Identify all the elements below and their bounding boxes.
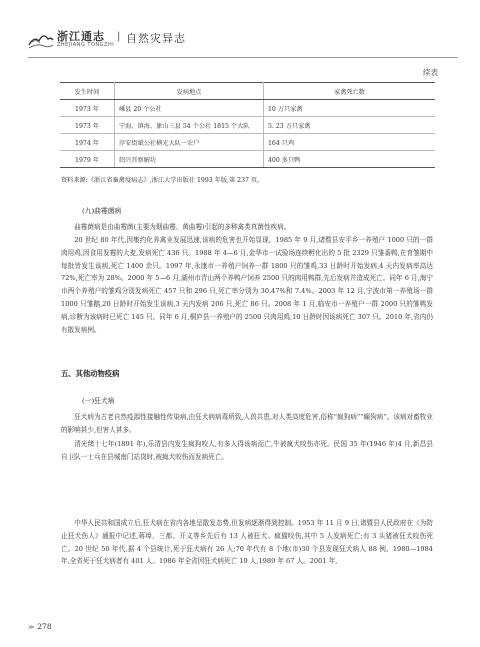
table-cell-deaths: 400 多只鸭 xyxy=(264,151,436,168)
table-cell-location: 绍兴晋察解坊 xyxy=(115,151,264,168)
table-cell-time: 1974 年 xyxy=(60,134,115,151)
source-note: 资料来源:《浙江省畜禽疫病志》,浙江大学出版社 1993 年版,第 237 页。 xyxy=(61,177,264,184)
table-cell-location: 淳安街斌公社横光大队一农户 xyxy=(115,134,264,151)
table-cell-time: 1973 年 xyxy=(60,100,115,117)
table-row xyxy=(60,151,435,168)
table-cell-location: 嵊县 20 个公社 xyxy=(115,100,264,117)
table-cell-deaths: 10 万只家禽 xyxy=(264,100,436,117)
subsection-heading-aspergillosis: (九)曲霉菌病 xyxy=(82,207,122,215)
page-header xyxy=(0,0,480,62)
table-header-row xyxy=(60,83,435,100)
mountain-logo-icon xyxy=(28,28,54,50)
column-header-location: 发病地点 xyxy=(115,83,264,100)
poultry-death-table xyxy=(60,82,435,168)
logo-english-text: ZHEJIANG TONGZHI xyxy=(57,42,115,48)
column-header-deaths: 家禽死亡数 xyxy=(264,83,436,100)
book-title: 自然灾异志 xyxy=(126,32,186,45)
continued-label: 续表 xyxy=(423,68,438,77)
body-paragraph: 曲霉菌病是由曲霉菌(主要为烟曲霉、黄曲霉)引起的多种禽类真菌性疾病。 xyxy=(74,223,291,231)
table-cell-time: 1973 年 xyxy=(60,117,115,134)
table-cell-time: 1979 年 xyxy=(60,151,115,168)
table-row xyxy=(60,134,435,151)
table-cell-deaths: 164 只鸡 xyxy=(264,134,436,151)
body-paragraph: 清光绪十七年(1891 年),乐清县内发生疯狗咬人,有多人得该病而亡,牛被疯犬咬伤亦死。民国 35 年(1946 年)4 月,新昌县自卫队一士兵在县城南门站岗时,被疯犬咬伤而发病死亡。 xyxy=(61,440,433,461)
body-paragraph: 狂犬病为古老自然疫源性接触性传染病,由狂犬病病毒所致,人兽共患,对人类高度危害,俗称“疯狗病”“癫狗病”。该病对畜牧业的影响甚少,但害人甚多。 xyxy=(61,413,433,434)
page-marker-icon: ≫ xyxy=(28,624,35,631)
table-cell-deaths: 5. 23 万只家禽 xyxy=(264,117,436,134)
body-paragraph: 中华人民共和国成立后,狂犬病在省内各地呈散发态势,但发病逐渐得到控制。1953 年 11 月 9 日,诸暨县人民政府在《为防止狂犬伤人》通报中记述,蒋埠、三都、开义等乡先后有 13 人被狂犬、疯猫咬伤,其中 5 人发病死亡;有 3 头猪被狂犬咬伤死亡。20 世纪 50 年代,据 4 个县统计,死于狂犬病有 26 人;70 年代有 8 个地(市)30 个县发现狂犬病人 88 例。1980—1984 年,全省死于狂犬病者有 401 人。1986 年全省因狂犬病死亡 19 人,1989 年 67 人。2001 年, xyxy=(61,519,433,566)
table-cell-location: 宁海、镇海、象山三县 54 个公社 1815 个大队 xyxy=(115,117,264,134)
body-paragraph: 20 世纪 80 年代,因集约化养禽业发展迅速,该病的危害也开始显现。1985 年 9 月,诸暨县安平乡一养殖户 1000 只的一群肉用鸡,因食用发霉的大麦,发病死亡 436 只。1988 年 4—6 月,金华市一试验场连续孵化出的 5 批 2329 只雏番鸭,在育雏期中每批皆发生该病,死亡 1400 余只。1997 年,永康市一养殖户饲养一群 1800 只的雏鸡,33 日龄时开始发病,4 天内发病率高达 72%,死亡率为 28%。2000 年 5—6 月,湖州市青山两个养鸭户饲养 2500 只的肉用鸭群,先后发病并造成死亡。同年 6 月,海宁市两个养殖户的雏鸡分别发病死亡 457 只和 296 只,死亡率分别为 30.47%和 7.4%。2003 年 12 月,宁波市第一养殖场一群 1000 只雏鹅,20 日龄时开始发生该病,3 天内发病 206 只,死亡 86 只。2008 年 1 月,临安市一养殖户一群 2000 只的雏鸭发病,诊断为该病时已死亡 145 只。同年 6 月,桐庐县一养殖户的 2500 只肉用鸡,10 日龄时因该病死亡 307 只。2010 年,省内仍有散发病例。 xyxy=(61,236,433,334)
table-row xyxy=(60,117,435,134)
zhejiang-tongzhi-logo xyxy=(28,28,116,52)
page-number-text: 278 xyxy=(37,622,52,631)
logo-chinese-text: 浙江通志 xyxy=(57,30,105,43)
page-number xyxy=(28,622,52,631)
header-rule xyxy=(28,57,458,58)
subsection-heading-rabies: (一)狂犬病 xyxy=(82,397,115,405)
header-separator: | xyxy=(117,31,121,42)
table-row xyxy=(60,100,435,117)
section-heading-other-diseases: 五、其他动物疫病 xyxy=(61,369,120,378)
column-header-time: 发生时间 xyxy=(60,83,115,100)
